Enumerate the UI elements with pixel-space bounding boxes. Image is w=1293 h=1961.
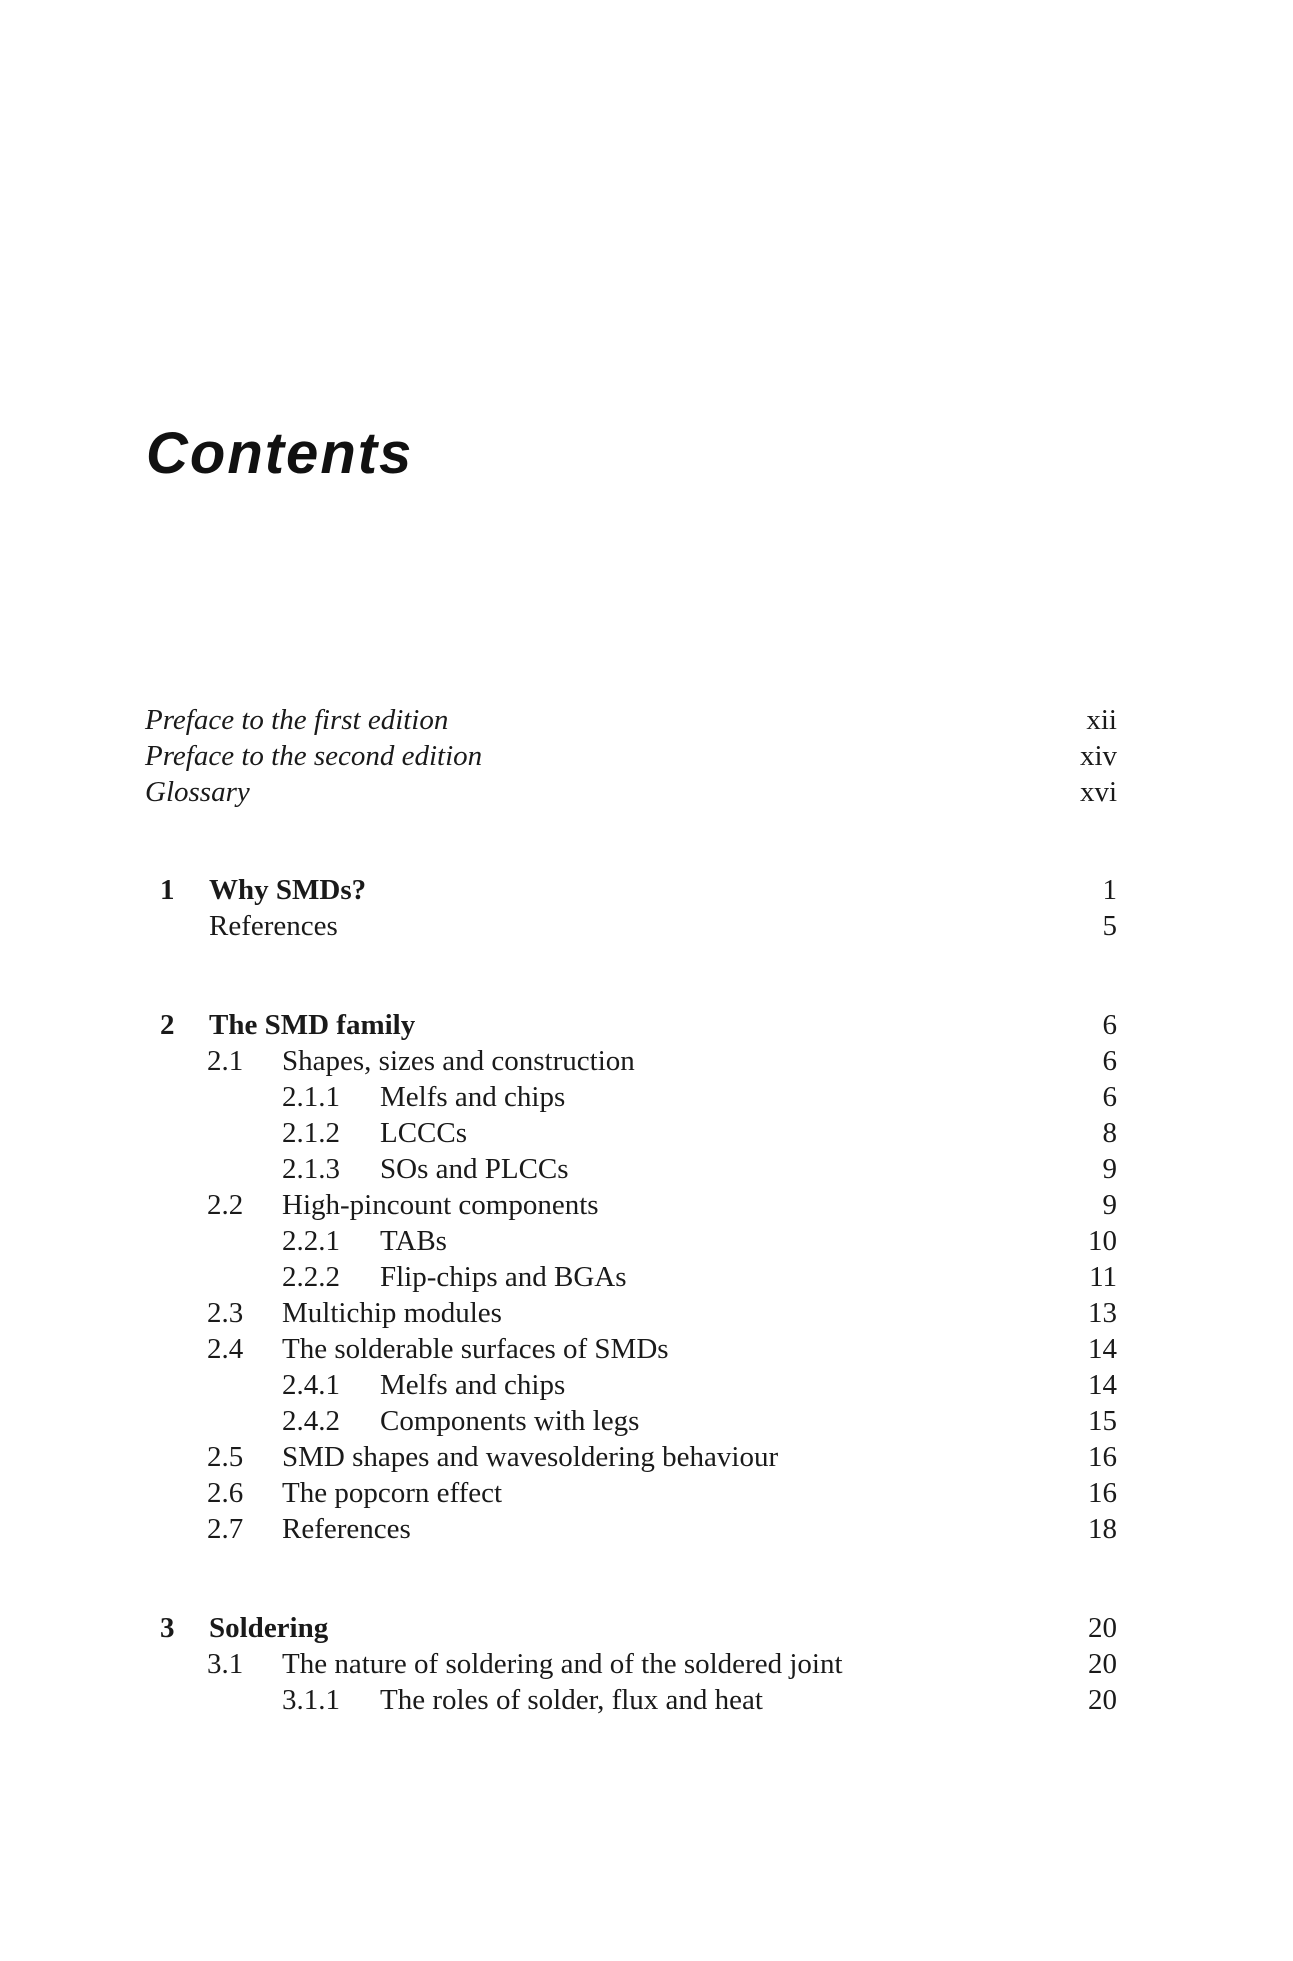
chapter-number: 2 (160, 1009, 175, 1041)
toc-entry-page: 9 (1102, 1153, 1117, 1185)
toc-entry-references[interactable] (0, 908, 1293, 944)
toc-entry-page: 6 (1102, 1081, 1117, 1113)
toc-entry-page: 14 (1088, 1369, 1117, 1401)
section-number: 2.6 (207, 1477, 244, 1509)
toc-section-2-4[interactable] (0, 1331, 1293, 1367)
toc-section-2-5[interactable] (0, 1439, 1293, 1475)
toc-entry-page: 16 (1088, 1441, 1117, 1473)
toc-entry-label: Preface to the first edition (145, 704, 449, 736)
toc-entry-page: xvi (1079, 776, 1117, 808)
toc-subsection-2-1-1[interactable] (0, 1079, 1293, 1115)
toc-subsection-2-4-1[interactable] (0, 1367, 1293, 1403)
toc-entry-preface-second[interactable] (0, 738, 1293, 774)
section-title: SMD shapes and wavesoldering behaviour (282, 1441, 779, 1473)
toc-entry-page: 15 (1088, 1405, 1117, 1437)
toc-entry-label: Preface to the second edition (145, 740, 483, 772)
subsection-title: SOs and PLCCs (380, 1153, 569, 1185)
section-title: References (282, 1513, 411, 1545)
toc-entry-page: 18 (1088, 1513, 1117, 1545)
toc-entry-page: 6 (1102, 1045, 1117, 1077)
toc-entry-page: 10 (1088, 1225, 1117, 1257)
section-number: 2.7 (207, 1513, 244, 1545)
toc-subsection-2-2-1[interactable] (0, 1223, 1293, 1259)
toc-section-2-2[interactable] (0, 1187, 1293, 1223)
subsection-title: Flip-chips and BGAs (380, 1261, 627, 1293)
toc-section-2-6[interactable] (0, 1475, 1293, 1511)
chapter-title: Why SMDs? (209, 874, 367, 906)
toc-entry-page: 5 (1102, 910, 1117, 942)
toc-entry-page: 16 (1088, 1477, 1117, 1509)
chapter-number: 3 (160, 1612, 175, 1644)
toc-subsection-2-4-2[interactable] (0, 1403, 1293, 1439)
toc-entry-page: 20 (1088, 1612, 1117, 1644)
subsection-number: 2.1.2 (282, 1117, 340, 1149)
section-title: High-pincount components (282, 1189, 599, 1221)
toc-subsection-2-2-2[interactable] (0, 1259, 1293, 1295)
toc-entry-page: 1 (1102, 874, 1117, 906)
subsection-number: 2.4.1 (282, 1369, 340, 1401)
subsection-number: 2.2.1 (282, 1225, 340, 1257)
toc-entry-page: 20 (1088, 1684, 1117, 1716)
section-number: 2.5 (207, 1441, 244, 1473)
toc-entry-page: 14 (1088, 1333, 1117, 1365)
subsection-title: Melfs and chips (380, 1081, 566, 1113)
toc-section-2-3[interactable] (0, 1295, 1293, 1331)
subsection-number: 2.4.2 (282, 1405, 340, 1437)
section-number: 3.1 (207, 1648, 244, 1680)
section-number: 2.3 (207, 1297, 244, 1329)
section-title: Multichip modules (282, 1297, 502, 1329)
toc-section-2-7[interactable] (0, 1511, 1293, 1547)
toc-entry-page: 9 (1102, 1189, 1117, 1221)
chapter-title: The SMD family (209, 1009, 416, 1041)
toc-section-3-1[interactable] (0, 1646, 1293, 1682)
subsection-number: 2.2.2 (282, 1261, 340, 1293)
toc-entry-page: xii (1086, 704, 1117, 736)
subsection-number: 2.1.3 (282, 1153, 340, 1185)
subsection-title: Melfs and chips (380, 1369, 566, 1401)
subsection-title: Components with legs (380, 1405, 640, 1437)
section-number: 2.4 (207, 1333, 244, 1365)
section-number: 2.1 (207, 1045, 244, 1077)
toc-chapter-2[interactable] (0, 1007, 1293, 1043)
toc-entry-page: 6 (1102, 1009, 1117, 1041)
toc-entry-page: 13 (1088, 1297, 1117, 1329)
subsection-title: The roles of solder, flux and heat (380, 1684, 763, 1716)
toc-subsection-2-1-2[interactable] (0, 1115, 1293, 1151)
page-title: Contents (146, 420, 414, 486)
toc-chapter-1[interactable] (0, 872, 1293, 908)
toc-entry-label: Glossary (145, 776, 250, 808)
toc-chapter-3[interactable] (0, 1610, 1293, 1646)
toc-subsection-3-1-1[interactable] (0, 1682, 1293, 1718)
toc-entry-page: 11 (1089, 1261, 1117, 1293)
toc-entry-page: 20 (1088, 1648, 1117, 1680)
toc-entry-preface-first[interactable] (0, 702, 1293, 738)
section-title: The solderable surfaces of SMDs (282, 1333, 669, 1365)
toc-section-2-1[interactable] (0, 1043, 1293, 1079)
chapter-number: 1 (160, 874, 175, 906)
section-number: 2.2 (207, 1189, 244, 1221)
chapter-title: Soldering (209, 1612, 329, 1644)
subsection-number: 2.1.1 (282, 1081, 340, 1113)
toc-entry-label: References (209, 910, 338, 942)
subsection-title: LCCCs (380, 1117, 468, 1149)
subsection-number: 3.1.1 (282, 1684, 340, 1716)
section-title: Shapes, sizes and construction (282, 1045, 635, 1077)
subsection-title: TABs (380, 1225, 447, 1257)
toc-entry-glossary[interactable] (0, 774, 1293, 810)
toc-entry-page: xiv (1079, 740, 1117, 772)
section-title: The popcorn effect (282, 1477, 503, 1509)
toc-entry-page: 8 (1102, 1117, 1117, 1149)
toc-subsection-2-1-3[interactable] (0, 1151, 1293, 1187)
section-title: The nature of soldering and of the soldered joint (282, 1648, 843, 1680)
